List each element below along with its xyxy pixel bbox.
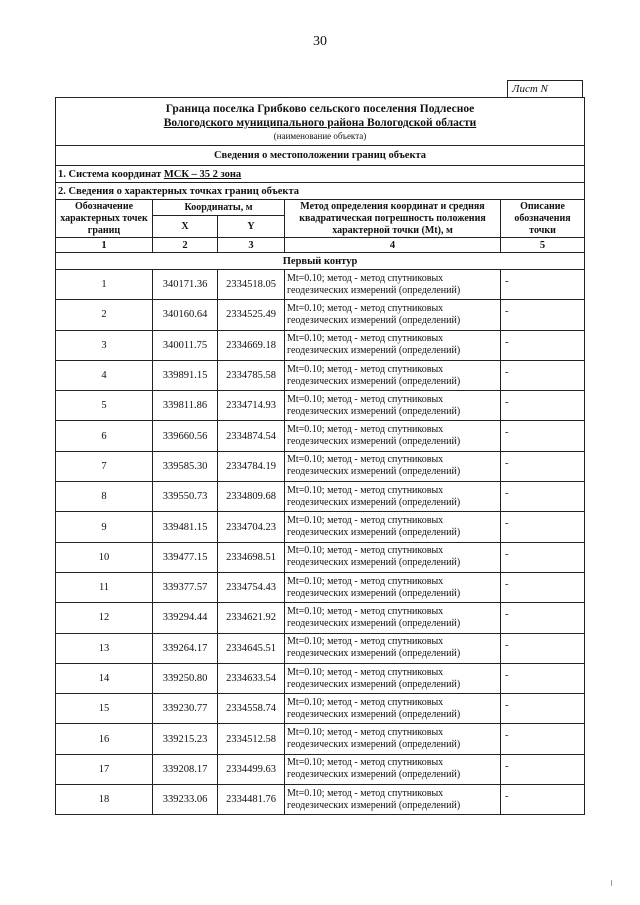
header-x: X (153, 216, 218, 238)
coord-y: 2334518.05 (218, 270, 285, 300)
point-number: 8 (56, 482, 153, 512)
method-text: Mt=0.10; метод - метод спутниковых геодезических измерений (определений) (285, 512, 501, 542)
point-number: 10 (56, 542, 153, 572)
coord-x: 339891.15 (153, 360, 218, 390)
header-number-4: 4 (285, 238, 501, 253)
point-description: - (501, 300, 585, 330)
object-title (56, 98, 585, 146)
point-description: - (501, 663, 585, 693)
coord-x: 339230.77 (153, 694, 218, 724)
sheet-label: Лист N (507, 80, 583, 97)
table-row (56, 542, 585, 572)
header-number-3: 3 (218, 238, 285, 253)
point-description: - (501, 391, 585, 421)
header-y: Y (218, 216, 285, 238)
coord-x: 340011.75 (153, 330, 218, 360)
table-row (56, 391, 585, 421)
point-number: 9 (56, 512, 153, 542)
table-row (56, 300, 585, 330)
point-number: 18 (56, 785, 153, 815)
table-row (56, 572, 585, 602)
point-number: 7 (56, 451, 153, 481)
coord-x: 340160.64 (153, 300, 218, 330)
method-text: Mt=0.10; метод - метод спутниковых геодезических измерений (определений) (285, 633, 501, 663)
coord-x: 339264.17 (153, 633, 218, 663)
table-row (56, 482, 585, 512)
coord-x: 339550.73 (153, 482, 218, 512)
coord-x: 339208.17 (153, 754, 218, 784)
point-description: - (501, 421, 585, 451)
coord-y: 2334784.19 (218, 451, 285, 481)
scan-mark (611, 880, 612, 886)
point-description: - (501, 270, 585, 300)
coordinate-system-prefix: 1. Система координат (58, 168, 164, 180)
point-description: - (501, 512, 585, 542)
coord-x: 339377.57 (153, 572, 218, 602)
table-row (56, 724, 585, 754)
point-description: - (501, 694, 585, 724)
point-description: - (501, 633, 585, 663)
header-number-5: 5 (501, 238, 585, 253)
table-row (56, 270, 585, 300)
point-number: 6 (56, 421, 153, 451)
point-description: - (501, 785, 585, 815)
method-text: Mt=0.10; метод - метод спутниковых геодезических измерений (определений) (285, 572, 501, 602)
method-text: Mt=0.10; метод - метод спутниковых геодезических измерений (определений) (285, 360, 501, 390)
point-number: 16 (56, 724, 153, 754)
header-designation: Обозначение характерных точек границ (56, 200, 153, 238)
coord-y: 2334809.68 (218, 482, 285, 512)
header-number-2: 2 (153, 238, 218, 253)
coord-x: 339294.44 (153, 603, 218, 633)
table-row (56, 785, 585, 815)
method-text: Mt=0.10; метод - метод спутниковых геодезических измерений (определений) (285, 754, 501, 784)
title-caption: (наименование объекта) (273, 130, 367, 141)
point-description: - (501, 542, 585, 572)
coord-y: 2334633.54 (218, 663, 285, 693)
method-text: Mt=0.10; метод - метод спутниковых геодезических измерений (определений) (285, 603, 501, 633)
method-text: Mt=0.10; метод - метод спутниковых геодезических измерений (определений) (285, 300, 501, 330)
point-number: 4 (56, 360, 153, 390)
table-row (56, 512, 585, 542)
point-description: - (501, 482, 585, 512)
contour-label: Первый контур (56, 253, 585, 270)
point-description: - (501, 451, 585, 481)
header-method: Метод определения координат и средняя квадратическая погрешность положения характерной точки (Mt), м (285, 200, 501, 238)
coord-y: 2334499.63 (218, 754, 285, 784)
points-info-item: 2. Сведения о характерных точках границ объекта (56, 183, 585, 200)
coord-x: 339660.56 (153, 421, 218, 451)
coord-x: 339233.06 (153, 785, 218, 815)
section-title: Сведения о местоположении границ объекта (56, 146, 585, 166)
point-number: 1 (56, 270, 153, 300)
title-line-2: Вологодского муниципального района Вологодской области (163, 116, 477, 129)
method-text: Mt=0.10; метод - метод спутниковых геодезических измерений (определений) (285, 421, 501, 451)
table-row (56, 633, 585, 663)
coordinate-system-value: МСК – 35 2 зона (163, 168, 242, 180)
method-text: Mt=0.10; метод - метод спутниковых геодезических измерений (определений) (285, 785, 501, 815)
point-number: 17 (56, 754, 153, 784)
coord-x: 339215.23 (153, 724, 218, 754)
point-number: 15 (56, 694, 153, 724)
table-row (56, 694, 585, 724)
point-number: 5 (56, 391, 153, 421)
point-number: 14 (56, 663, 153, 693)
coordinate-system-item (56, 166, 585, 183)
method-text: Mt=0.10; метод - метод спутниковых геодезических измерений (определений) (285, 542, 501, 572)
boundary-table (55, 97, 585, 815)
table-row (56, 451, 585, 481)
coord-y: 2334754.43 (218, 572, 285, 602)
coord-y: 2334512.58 (218, 724, 285, 754)
coord-x: 340171.36 (153, 270, 218, 300)
method-text: Mt=0.10; метод - метод спутниковых геодезических измерений (определений) (285, 451, 501, 481)
table-row (56, 330, 585, 360)
method-text: Mt=0.10; метод - метод спутниковых геодезических измерений (определений) (285, 330, 501, 360)
point-number: 12 (56, 603, 153, 633)
header-coordinates: Координаты, м (153, 200, 285, 216)
point-number: 13 (56, 633, 153, 663)
table-row (56, 421, 585, 451)
table-row (56, 754, 585, 784)
point-description: - (501, 572, 585, 602)
header-number-1: 1 (56, 238, 153, 253)
coord-x: 339477.15 (153, 542, 218, 572)
coord-y: 2334645.51 (218, 633, 285, 663)
title-line-1: Граница поселка Грибково сельского поселения Подлесное (165, 102, 475, 115)
coord-y: 2334481.76 (218, 785, 285, 815)
method-text: Mt=0.10; метод - метод спутниковых геодезических измерений (определений) (285, 694, 501, 724)
coord-y: 2334621.92 (218, 603, 285, 633)
coord-y: 2334698.51 (218, 542, 285, 572)
coord-y: 2334525.49 (218, 300, 285, 330)
coord-x: 339481.15 (153, 512, 218, 542)
point-description: - (501, 360, 585, 390)
method-text: Mt=0.10; метод - метод спутниковых геодезических измерений (определений) (285, 663, 501, 693)
point-number: 2 (56, 300, 153, 330)
method-text: Mt=0.10; метод - метод спутниковых геодезических измерений (определений) (285, 391, 501, 421)
coord-y: 2334874.54 (218, 421, 285, 451)
point-number: 3 (56, 330, 153, 360)
point-description: - (501, 330, 585, 360)
method-text: Mt=0.10; метод - метод спутниковых геодезических измерений (определений) (285, 482, 501, 512)
method-text: Mt=0.10; метод - метод спутниковых геодезических измерений (определений) (285, 270, 501, 300)
coord-x: 339811.86 (153, 391, 218, 421)
coord-y: 2334558.74 (218, 694, 285, 724)
point-description: - (501, 603, 585, 633)
method-text: Mt=0.10; метод - метод спутниковых геодезических измерений (определений) (285, 724, 501, 754)
coord-y: 2334669.18 (218, 330, 285, 360)
coord-y: 2334714.93 (218, 391, 285, 421)
coord-x: 339250.80 (153, 663, 218, 693)
point-description: - (501, 754, 585, 784)
table-row (56, 663, 585, 693)
coord-x: 339585.30 (153, 451, 218, 481)
coord-y: 2334704.23 (218, 512, 285, 542)
point-number: 11 (56, 572, 153, 602)
table-row (56, 360, 585, 390)
coord-y: 2334785.58 (218, 360, 285, 390)
page-number: 30 (313, 34, 327, 49)
table-row (56, 603, 585, 633)
header-description: Описание обозначения точки (501, 200, 585, 238)
point-description: - (501, 724, 585, 754)
